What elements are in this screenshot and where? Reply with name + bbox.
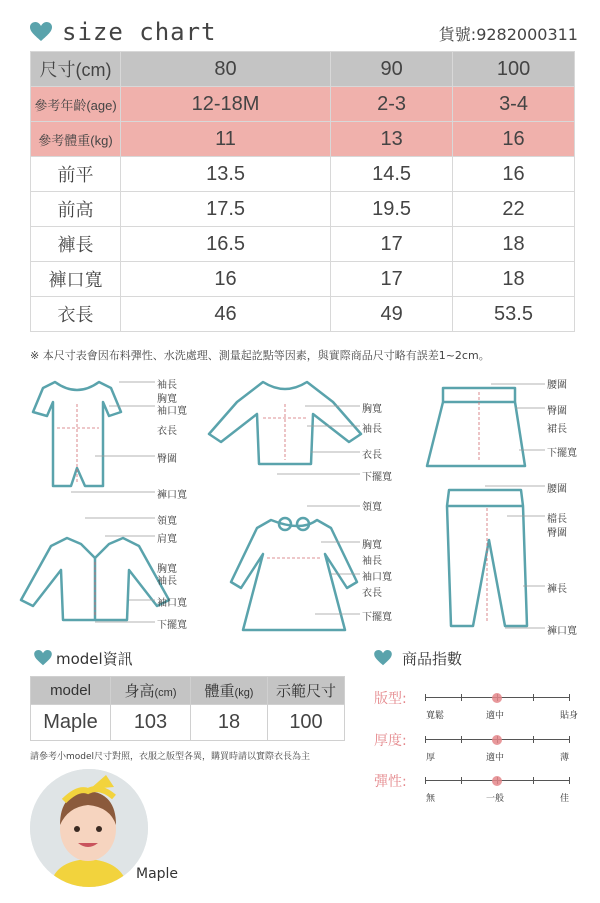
height-header-cell: 身高(cm)	[111, 677, 191, 705]
index-scale	[425, 692, 570, 704]
model-size-cell: 100	[268, 705, 345, 741]
size-cell: 17	[331, 227, 453, 262]
index-marker	[492, 735, 502, 745]
index-scale-label: 適中	[486, 711, 505, 721]
garment-diagrams	[15, 368, 595, 638]
size-cell: 2-3	[331, 87, 453, 122]
dress-measure-label: 衣長	[362, 588, 382, 599]
pants-measure-label: 腰圍	[547, 484, 567, 495]
size-cell: 13.5	[121, 157, 331, 192]
index-label: 厚度:	[374, 733, 407, 749]
size-row-label: 衣長	[31, 297, 121, 332]
romper-measure-label: 袖口寬	[157, 406, 187, 417]
size-cell: 80	[121, 52, 331, 87]
model-table-header	[31, 677, 345, 705]
shirt-measure-label: 領寬	[157, 516, 177, 527]
index-scale-label: 寬鬆	[426, 711, 445, 721]
size-cell: 53.5	[453, 297, 575, 332]
size-cell: 16.5	[121, 227, 331, 262]
model-name-caption: Maple	[136, 866, 179, 882]
size-row-label: 前高	[31, 192, 121, 227]
size-cell: 17	[331, 262, 453, 297]
size-table-row	[31, 122, 575, 157]
dress-measure-label: 袖口寬	[362, 572, 392, 583]
weight-header-cell: 體重(kg)	[191, 677, 268, 705]
tshirt-measure-label: 下擺寬	[362, 472, 392, 483]
romper-measure-label: 袖長	[157, 380, 177, 391]
index-scale-label: 貼身	[560, 711, 579, 721]
romper-measure-label: 褲口寬	[157, 490, 187, 501]
skirt-measure-label: 臀圍	[547, 406, 567, 417]
skirt-measure-label: 裙長	[547, 424, 567, 435]
size-cell: 12-18M	[121, 87, 331, 122]
index-scale-label: 厚	[426, 753, 436, 763]
model-photo	[30, 769, 148, 887]
tshirt-measure-label: 袖長	[362, 424, 382, 435]
model-section-title: model資訊	[56, 650, 133, 668]
romper-measure-label: 胸寬	[157, 394, 177, 405]
size-cell: 16	[453, 122, 575, 157]
pants-measure-label: 褲長	[547, 584, 567, 595]
size-table-row	[31, 297, 575, 332]
size-cell: 18	[453, 227, 575, 262]
model-weight-cell: 18	[191, 705, 268, 741]
skirt-measure-label: 下擺寬	[547, 448, 577, 459]
index-scale	[425, 734, 570, 746]
size-table-row	[31, 192, 575, 227]
dress-drawing	[231, 520, 357, 630]
size-cell: 13	[331, 122, 453, 157]
model-table	[30, 676, 345, 741]
size-table-row	[31, 227, 575, 262]
shirt-measure-label: 肩寬	[157, 534, 177, 545]
index-label: 彈性:	[374, 774, 407, 790]
size-table-row	[31, 87, 575, 122]
skirt-drawing	[427, 388, 525, 466]
size-row-label: 前平	[31, 157, 121, 192]
romper-measure-label: 衣長	[157, 426, 177, 437]
index-scale-label: 佳	[560, 794, 570, 804]
heart-icon	[34, 650, 52, 666]
size-cell: 11	[121, 122, 331, 157]
shirt-measure-label: 袖口寬	[157, 598, 187, 609]
size-table-row	[31, 262, 575, 297]
model-header-cell: model	[31, 677, 111, 705]
model-table-row	[31, 705, 345, 741]
model-name-cell: Maple	[31, 705, 111, 741]
index-scale	[425, 775, 570, 787]
shirt-measure-label: 下擺寬	[157, 620, 187, 631]
index-section-title: 商品指數	[402, 650, 463, 668]
size-cell: 19.5	[331, 192, 453, 227]
page-title: size chart	[62, 18, 217, 46]
shirt-measure-label: 胸寬	[157, 564, 177, 575]
dress-measure-label: 袖長	[362, 556, 382, 567]
size-cell: 17.5	[121, 192, 331, 227]
pants-measure-label: 褲口寬	[547, 626, 577, 637]
size-row-label: 尺寸(cm)	[31, 52, 121, 87]
dress-measure-label: 胸寬	[362, 540, 382, 551]
size-row-label: 參考年齡(age)	[31, 87, 121, 122]
header	[30, 18, 590, 48]
size-cell: 46	[121, 297, 331, 332]
index-scale-label: 薄	[560, 753, 570, 763]
tshirt-measure-label: 衣長	[362, 450, 382, 461]
size-row-label: 褲口寬	[31, 262, 121, 297]
size-cell: 3-4	[453, 87, 575, 122]
index-scale-label: 無	[426, 794, 436, 804]
heart-icon	[30, 22, 52, 42]
size-table-row	[31, 157, 575, 192]
item-number: 貨號:9282000311	[438, 25, 578, 44]
size-cell: 90	[331, 52, 453, 87]
size-cell: 16	[453, 157, 575, 192]
index-marker	[492, 693, 502, 703]
size-cell: 100	[453, 52, 575, 87]
size-table	[30, 51, 575, 332]
index-scale-label: 適中	[486, 753, 505, 763]
pants-measure-label: 檔長	[547, 514, 567, 525]
index-marker	[492, 776, 502, 786]
index-label: 版型:	[374, 691, 407, 707]
size-cell: 16	[121, 262, 331, 297]
shirt-measure-label: 袖長	[157, 576, 177, 587]
heart-icon	[374, 650, 392, 666]
demo-size-header-cell: 示範尺寸	[268, 677, 345, 705]
size-cell: 49	[331, 297, 453, 332]
model-reference-note: 請參考小model尺寸對照，衣服之版型各異，購買時請以實際衣長為主	[30, 752, 311, 762]
size-row-label: 褲長	[31, 227, 121, 262]
garment-illustrations	[15, 368, 595, 638]
index-scale-label: 一般	[486, 794, 505, 804]
skirt-measure-label: 腰圍	[547, 380, 567, 391]
size-cell: 18	[453, 262, 575, 297]
dress-measure-label: 領寬	[362, 502, 382, 513]
romper-measure-label: 臀圍	[157, 454, 177, 465]
size-row-label: 參考體重(kg)	[31, 122, 121, 157]
size-cell: 14.5	[331, 157, 453, 192]
model-height-cell: 103	[111, 705, 191, 741]
tshirt-measure-label: 胸寬	[362, 404, 382, 415]
size-table-row	[31, 52, 575, 87]
size-cell: 22	[453, 192, 575, 227]
dress-measure-label: 下擺寬	[362, 612, 392, 623]
size-note: ※ 本尺寸表會因布料彈性、水洗處理、測量起訖點等因素，與實際商品尺寸略有誤差1~2cm。	[30, 349, 490, 362]
pants-measure-label: 臀圍	[547, 528, 567, 539]
